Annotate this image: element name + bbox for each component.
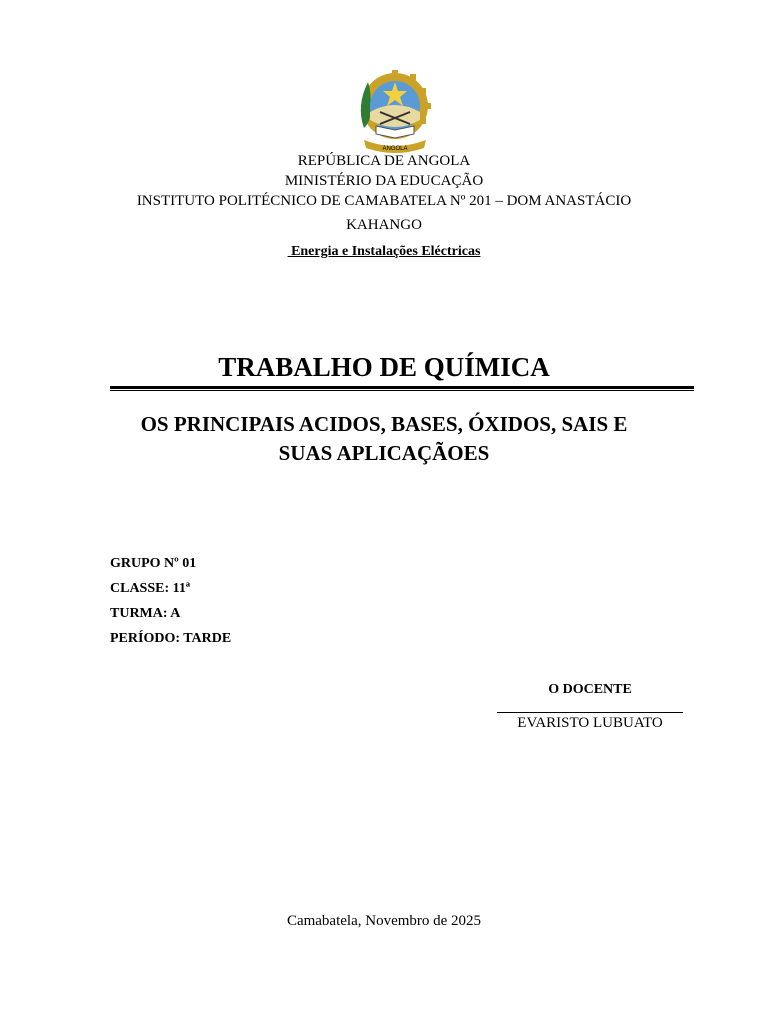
docente-label: O DOCENTE [548, 682, 632, 697]
subtitle-line-1: OS PRINCIPAIS ACIDOS, BASES, ÓXIDOS, SAIS E [140, 412, 628, 436]
department-name: Energia e Instalações Eléctricas [287, 244, 481, 259]
docente-name: EVARISTO LUBUATO [517, 715, 663, 731]
header-institute-cont: KAHANGO [346, 217, 422, 233]
title-rule-thin [110, 390, 694, 391]
info-turma: TURMA: A [110, 606, 181, 621]
document-title: TRABALHO DE QUÍMICA [218, 352, 550, 382]
info-grupo: GRUPO Nº 01 [110, 556, 197, 571]
header-republic: REPÚBLICA DE ANGOLA [297, 153, 471, 169]
title-rule-thick [110, 386, 694, 389]
header-institute: INSTITUTO POLITÉCNICO DE CAMABATELA Nº 201 – DOM ANASTÁCIO [136, 193, 632, 209]
department-wrapper [0, 242, 768, 260]
emblem-label: ANGOLA [382, 146, 408, 152]
subtitle-line-2: SUAS APLICAÇÃOES [278, 441, 490, 465]
header-ministry: MINISTÉRIO DA EDUCAÇÃO [284, 173, 484, 189]
signature-line [497, 712, 683, 713]
info-periodo: PERÍODO: TARDE [110, 631, 232, 646]
angola-coat-of-arms-icon [350, 68, 440, 154]
info-classe: CLASSE: 11ª [110, 581, 191, 596]
footer-place-date: Camabatela, Novembro de 2025 [286, 913, 482, 929]
